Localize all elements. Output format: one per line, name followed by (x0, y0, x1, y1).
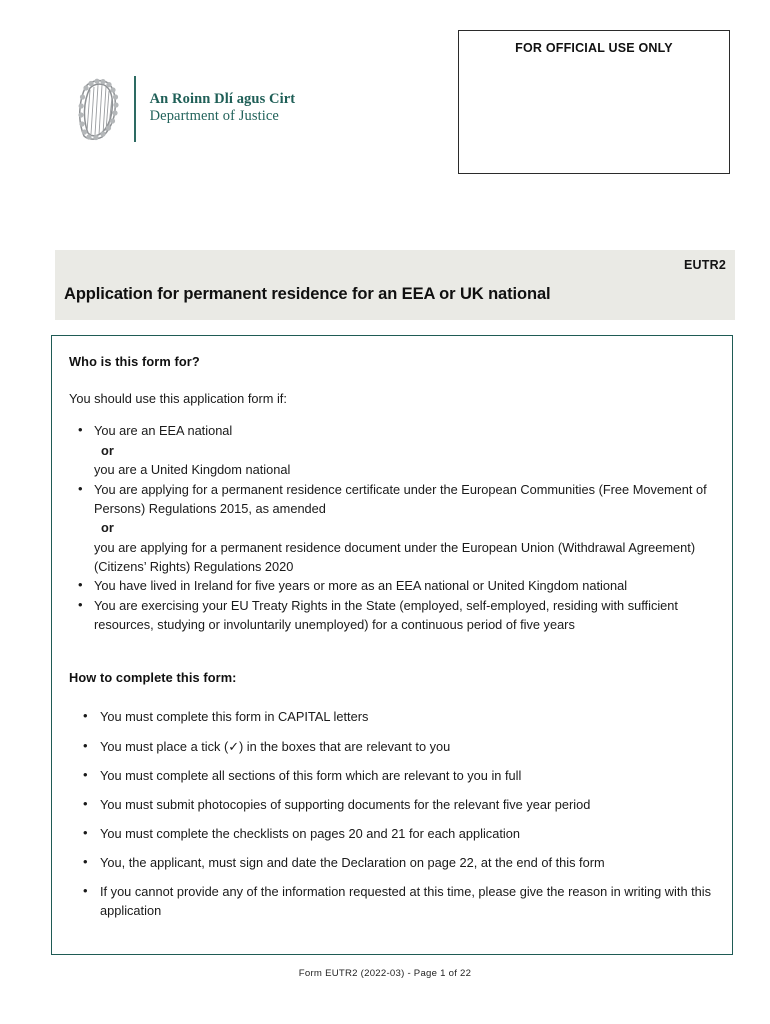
bullet-text: If you cannot provide any of the information requested at this time, please give the reason in writing with this application (100, 884, 712, 919)
bullet-text: You must complete all sections of this form which are relevant to you in full (100, 767, 522, 783)
bullet-or-label: or (101, 520, 114, 536)
bullet-text: You are applying for a permanent residence certificate under the European Communities (Free Movement of Persons) Regulations 2015, as amended (94, 482, 707, 516)
official-use-box (458, 30, 730, 174)
howto-section-heading: How to complete this form: (69, 670, 237, 686)
official-use-label: FOR OFFICIAL USE ONLY (515, 41, 673, 55)
bullet-text: You are an EEA national (94, 423, 233, 438)
department-name-english: Department of Justice (149, 107, 279, 124)
document-header (0, 0, 770, 200)
page-footer: Form EUTR2 (2022-03) - Page 1 of 22 (298, 968, 472, 979)
page-title: Application for permanent residence for an EEA or UK national (64, 285, 551, 303)
bullet-or-label: or (101, 442, 114, 458)
bullet-text: You must complete this form in CAPITAL letters (100, 709, 369, 725)
bullet-text: You, the applicant, must sign and date the Declaration on page 22, at the end of this form (100, 855, 605, 871)
bullet-text: You must place a tick (✓) in the boxes that are relevant to you (100, 738, 451, 754)
list-item (69, 854, 715, 873)
bullet-text: You have lived in Ireland for five years or more as an EEA national or United Kingdom national (94, 578, 628, 594)
list-item (69, 738, 715, 757)
bullet-text: You must complete the checklists on pages 20 and 21 for each application (100, 826, 520, 842)
list-item (69, 767, 715, 786)
howto-section-bullet-list (69, 708, 715, 920)
department-branding (72, 76, 295, 142)
irish-harp-emblem-icon (72, 76, 124, 142)
form-code-label: EUTR2 (684, 258, 726, 272)
form-title-bar (55, 250, 735, 320)
department-name-block (150, 91, 296, 128)
list-item (69, 597, 715, 634)
instructions-panel (51, 335, 733, 955)
list-item (69, 883, 715, 920)
branding-divider (134, 76, 136, 142)
bullet-text: You must submit photocopies of supporting documents for the relevant five year period (100, 796, 591, 812)
list-item (69, 422, 715, 480)
who-section-heading: Who is this form for? (69, 354, 200, 369)
who-section-intro: You should use this application form if: (69, 391, 287, 406)
bullet-alt-text: you are a United Kingdom national (94, 462, 291, 478)
list-item (69, 481, 715, 576)
list-item (69, 825, 715, 844)
list-item (69, 796, 715, 815)
department-name-irish: An Roinn Dlí agus Cirt (149, 90, 296, 107)
list-item (69, 577, 715, 596)
bullet-alt-text: you are applying for a permanent residence document under the European Union (Withdrawal Agreement) (Citizens’ Rights) Regulations 2020 (94, 540, 696, 574)
bullet-text: You are exercising your EU Treaty Rights in the State (employed, self-employed, residing with sufficient resources, studying or involuntarily unemployed) for a continuous period of five years (94, 598, 678, 632)
list-item (69, 708, 715, 727)
who-section-bullet-list (69, 422, 715, 634)
